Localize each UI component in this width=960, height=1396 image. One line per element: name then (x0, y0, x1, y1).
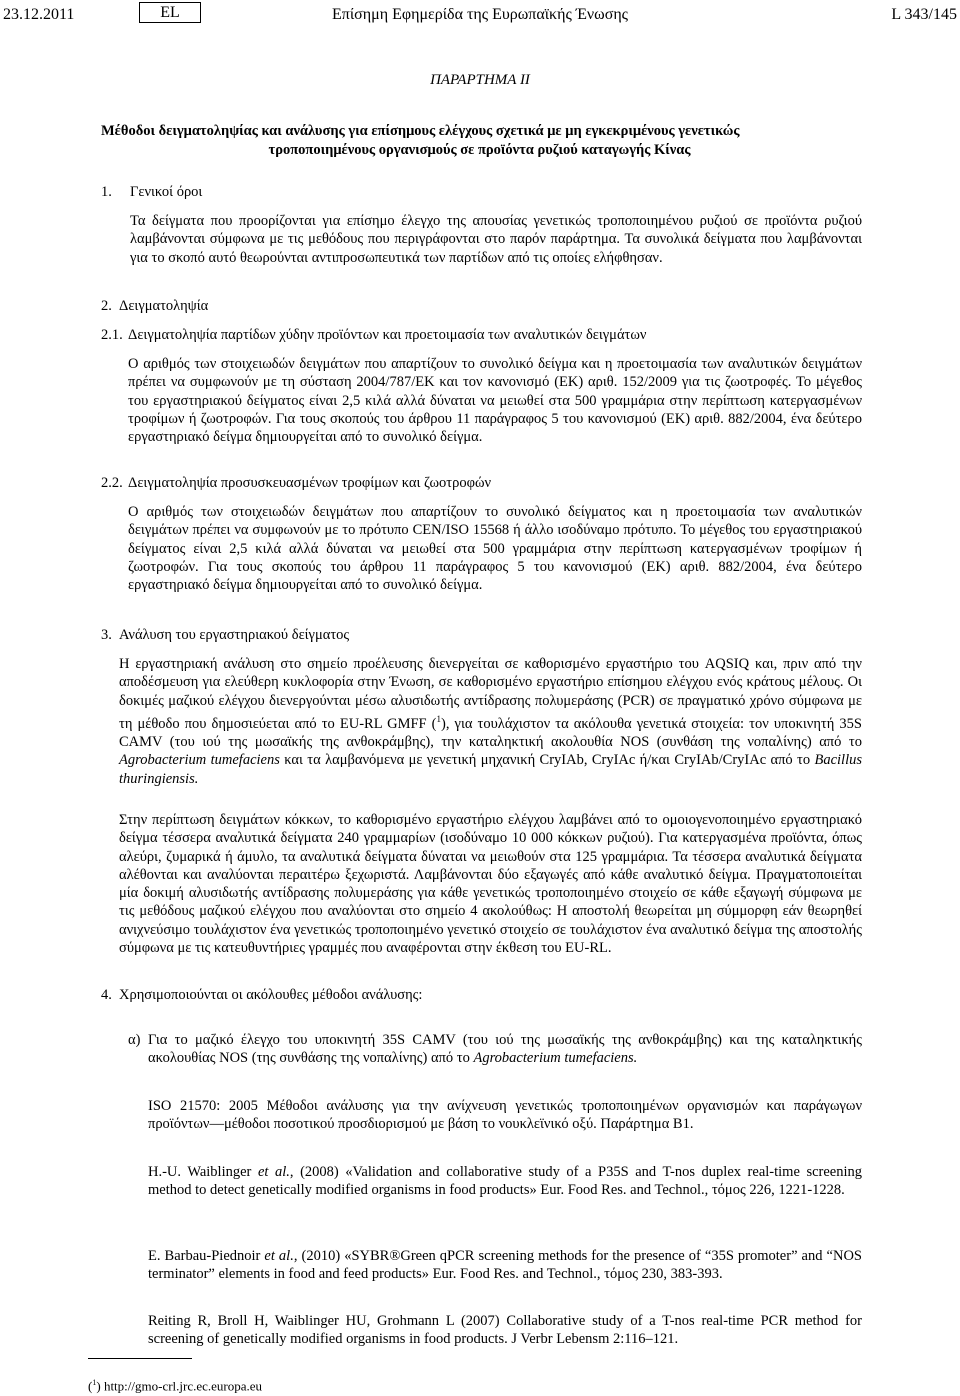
section-2-2-paragraph: Ο αριθμός των στοιχειωδών δειγμάτων που απαρτίζουν το συνολικό δείγματος και η προετοιμασία των αναλυτικών δειγμάτων πρέπει να συμφωνούν με το πρότυπο CEN/ISO 15568 ή άλλο ισοδύναμο πρότυπο. Το μέγεθος του εργαστηριακού δείγματος είναι 2,5 κιλά αλλά δύναται να μειωθεί στα 500 γραμμάρια στην περίπτωση κατεργασμένων τροφίμων ή ζωοτροφών. Για τους σκοπούς του άρθρου 11 παράγραφος 5 του κανονισμού (ΕΚ) αριθ. 882/2004, ένα δεύτερο εργαστηριακό δείγμα δημιουργείται από το συνολικό δείγμα. (128, 504, 862, 594)
section-1-paragraph: Τα δείγματα που προορίζονται για επίσημο έλεγχο της απουσίας γενετικώς τροποποιημένου ρυζιού σε προϊόντα ρυζιού λαμβάνονται σύμφωνα με τις μεθόδους που περιγράφονται στο παρόν παράρτημα. Τα συνολικά δείγματα που λαμβάνονται για το σκοπό αυτό θεωρούνται αντιπροσωπευτικά των παρτίδων από τις οποίες ελήφθησαν. (130, 213, 862, 266)
publication-date: 23.12.2011 (3, 6, 75, 23)
section-2-2-number: 2.2. (101, 475, 123, 491)
page-reference: L 343/145 (891, 6, 957, 23)
footnote-link[interactable]: http://gmo-crl.jrc.ec.europa.eu (103, 1378, 263, 1394)
footnote: ($^1$) http://gmo-crl.jrc.ec.europa.eu (88, 1378, 263, 1394)
reference-waiblinger (148, 1163, 862, 1200)
language-code: EL (139, 2, 201, 23)
ref-author: E. Barbau-Piednoir (148, 1248, 265, 1264)
section-2-heading: Δειγματοληψία (119, 298, 209, 314)
section-2-2-heading: Δειγματοληψία προσυσκευασμένων τροφίμων και ζωοτροφών (128, 475, 492, 491)
section-1-number: 1. (101, 184, 112, 200)
para-text: Η εργαστηριακή ανάλυση στο σημείο προέλευσης διενεργείται σε καθορισμένο εργαστήριο του AQSIQ και, πριν από την αποδέσμευση για ελεύθερη κυκλοφορία στην Ένωση, σε καθορισμένο εργαστήριο επίσημου ελέγχου ενός κράτους μέλους. Οι δοκιμές μαζικού ελέγχου διενεργούνται μέσω αλυσιδωτής αντίδρασης πολυμεράσης (PCR) σε πραγματικό χρόνο σύμφωνα με τη μέθοδο που δημοσιεύεται από το EU-RL GMFF ( (119, 656, 862, 732)
journal-title: Επίσημη Εφημερίδα της Ευρωπαϊκής Ένωσης (331, 6, 629, 23)
section-2-1-number: 2.1. (101, 327, 123, 343)
title-line-1: Μέθοδοι δειγματοληψίας και ανάλυσης για επίσημους ελέγχους σχετικά με μη εγκεκριμένους γενετικώς (101, 123, 740, 139)
section-3-paragraph-2: Στην περίπτωση δειγμάτων κόκκων, το καθορισμένο εργαστήριο ελέγχου λαμβάνει από το ομοιογενοποιημένο εργαστηριακό δείγμα τέσσερα αναλυτικά δείγματα 240 γραμμαρίων (ισοδύναμο 10 000 κόκκων ρυζιού). Για κατεργασμένα προϊόντα, όπως αλεύρι, ζυμαρικά ή άμυλο, τα αναλυτικά δείγματα δύναται να μειωθούν στα 125 γραμμάρια. Τα τέσσερα αναλυτικά δείγματα αλέθονται και αναλύονται περαιτέρω ξεχωριστά. Λαμβάνονται δύο εξαγωγές από κάθε αναλυτικό δείγμα. Πραγματοποιείται μία δοκιμή αλυσιδωτής αντίδρασης πολυμεράσης για κάθε γενετικώς τροποποιημένο στοιχείο σε κάθε εξαγωγή σύμφωνα με τις μεθόδους μαζικού ελέγχου που αναλύονται στο σημείο 4 ακολούθως: Η αποστολή θεωρείται μη σύμμορφη εάν θεωρηθεί ανιχνεύσιμο τουλάχιστον ένα γενετικώς τροποποιημένο γενετικό στοιχείο σε τουλάχιστον ένα αναλυτικό δείγμα της αποστολής σύμφωνα με τις κατευθυντήριες γραμμές που αναφέρονται στην έκθεση του EU-RL. (119, 812, 862, 957)
title-line-2: τροποποιημένους οργανισμούς σε προϊόντα ρυζιού καταγωγής Κίνας (268, 141, 691, 158)
section-4-number: 4. (101, 987, 112, 1003)
item-a-text (148, 1031, 862, 1068)
section-4-heading: Χρησιμοποιούνται οι ακόλουθες μέθοδοι ανάλυσης: (119, 987, 423, 1003)
section-3-number: 3. (101, 627, 112, 643)
ref-author: H.-U. Waiblinger (148, 1164, 258, 1180)
footnote-separator (88, 1358, 192, 1359)
ref-et-al: et al. (264, 1248, 294, 1264)
ref-details: , (2008) «Validation and collaborative study of a P35S and T-nos duplex real-time screening method to detect genetically modified organisms in food products» Eur. Food Res. and Technol., τόμος 226, 1221-1228. (148, 1164, 863, 1199)
item-a-label: α) (128, 1032, 141, 1048)
annex-heading: ΠΑΡΑΡΤΗΜΑ ΙΙ (430, 72, 530, 88)
ref-et-al: et al. (257, 1164, 290, 1180)
organism-name: Agrobacterium tumefaciens. (473, 1050, 638, 1067)
organism-name: Agrobacterium tumefaciens (119, 752, 280, 769)
footnote-reference[interactable]: 1 (436, 713, 442, 724)
ref-details: , (2010) «SYBR®Green qPCR screening methods for the presence of “35S promoter” and “NOS terminator” elements in food and feed products» Eur. Food Res. and Technol., τόμος 230, 383-393. (148, 1248, 862, 1283)
section-1-heading: Γενικοί όροι (130, 184, 203, 200)
section-2-number: 2. (101, 298, 112, 314)
section-2-1-heading: Δειγματοληψία παρτίδων χύδην προϊόντων και προετοιμασία των αναλυτικών δειγμάτων (128, 327, 647, 343)
section-3-paragraph-1 (119, 655, 862, 788)
para-text: και τα λαμβανόμενα με γενετική μηχανική CryIAb, CryIAc ή/και CryIAb/CryIAc από το (279, 752, 815, 769)
footnote-mark: 1 (92, 1378, 97, 1387)
para-text: ), για τουλάχιστον τα ακόλουθα γενετικά στοιχεία: τον υποκινητή 35S CAMV (του ιού της μωσαϊκής της ανθοκράμβης), την καταληκτική ακολουθία NOS (συνθάση της νοπαλίνης) από το (119, 715, 862, 751)
section-2-1-paragraph: Ο αριθμός των στοιχειωδών δειγμάτων που απαρτίζουν το συνολικό δείγμα και η προετοιμασία των αναλυτικών δειγμάτων πρέπει να συμφωνούν με τη σύσταση 2004/787/ΕΚ και τον κανονισμό (ΕΚ) αριθ. 152/2009 για τις ζωοτροφές. Το μέγεθος του εργαστηριακού δείγματος είναι 2,5 κιλά αλλά δύναται να μειωθεί στα 500 γραμμάρια στην περίπτωση κατεργασμένων τροφίμων ή ζωοτροφών. Για τους σκοπούς του άρθρου 11 παράγραφος 5 του κανονισμού (ΕΚ) αριθ. 882/2004, ένα δεύτερο εργαστηριακό δείγμα δημιουργείται από το συνολικό δείγμα. (128, 356, 862, 446)
reference-barbau-piednoir (148, 1247, 862, 1284)
section-3-heading: Ανάλυση του εργαστηριακού δείγματος (119, 627, 350, 643)
organism-name: Bacillus thuringiensis. (119, 752, 863, 787)
reference-reiting: Reiting R, Broll H, Waiblinger HU, Grohmann L (2007) Collaborative study of a T-nos real-time PCR method for screening of genetically modified organisms in food products. J Verbr Lebensm 2:116–121. (148, 1313, 862, 1348)
document-title (101, 122, 858, 159)
para-text: Για το μαζικό έλεγχο του υποκινητή 35S CAMV (του ιού της μωσαϊκής της ανθοκράμβης) και της καταληκτικής ακολουθίας NOS (της συνθάσης της νοπαλίνης) από το (148, 1032, 862, 1067)
reference-iso-21570: ISO 21570: 2005 Μέθοδοι ανάλυσης για την ανίχνευση γενετικώς τροποποιημένων οργανισμών και παράγωγων προϊόντων—μέθοδοι ποσοτικού προσδιορισμού με βάση το νουκλεϊνικό οξύ. Παράρτημα Β1. (148, 1098, 862, 1133)
